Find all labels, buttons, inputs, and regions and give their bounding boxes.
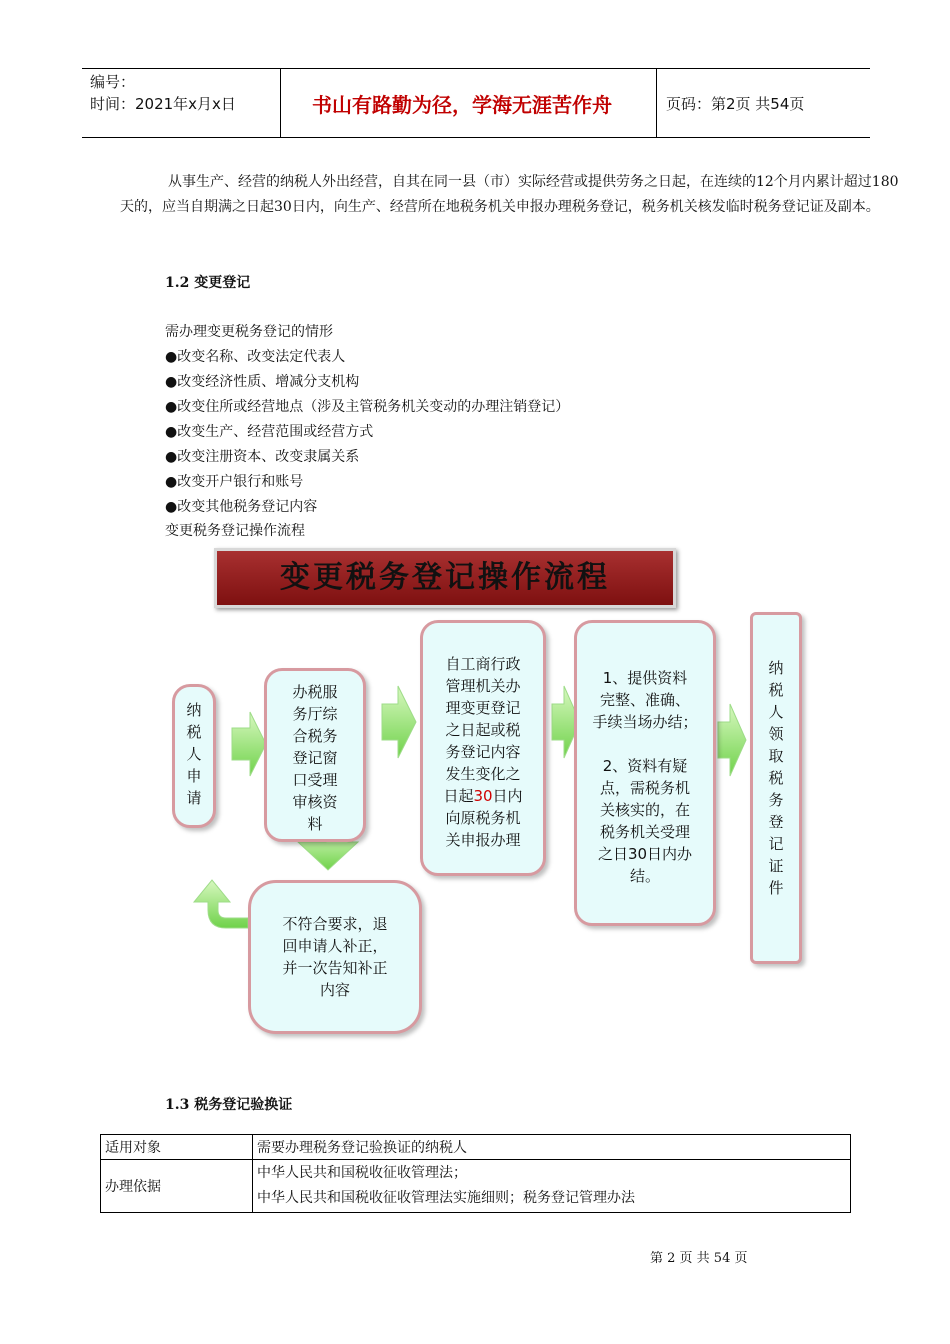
info-table — [100, 1134, 851, 1213]
flow-text: 关核实的，在 — [599, 801, 690, 819]
time-label: 时间：2021年x月x日 — [90, 95, 236, 113]
flow-text: 税 — [768, 681, 784, 699]
flow-text: 务厅综 — [292, 705, 338, 723]
flow-text: 办税服 — [292, 683, 338, 701]
flow-text: 发生变化之 — [445, 765, 521, 783]
flow-text: 向原税务机 — [445, 809, 521, 827]
flow-text: 取 — [768, 747, 784, 765]
flow-text: 务登记内容 — [445, 743, 521, 761]
table-row — [101, 1135, 851, 1160]
flowchart-title: 变更税务登记操作流程 — [280, 560, 610, 595]
flow-text: 人 — [768, 703, 784, 721]
flow-text: 日起 — [443, 787, 474, 805]
table-row — [101, 1160, 851, 1213]
flow-text: 纳 — [186, 701, 202, 719]
flow-step-apply — [172, 684, 216, 828]
flow-text: 理变更登记 — [445, 699, 521, 717]
flow-text: 之日30日内办 — [597, 845, 693, 863]
flow-spacer — [577, 733, 713, 755]
arrow-right-icon — [718, 704, 746, 776]
flow-text: 管理机关办 — [445, 677, 521, 695]
list-item: ●改变其他税务登记内容 — [165, 499, 318, 515]
flow-text-days — [423, 785, 543, 807]
list-item: ●改变住所或经营地点（涉及主管税务机关变动的办理注销登记） — [165, 399, 570, 415]
intro-paragraph: 从事生产、经营的纳税人外出经营，自其在同一县（市）实际经营或提供劳务之日起，在连续的12个月内累计超过180天的，应当自期满之日起30日内，向生产、经营所在地税务机关申报办理税务登记，税务机关核发临时税务登记证及副本。 — [120, 174, 899, 215]
flow-text: 合税务 — [292, 727, 338, 745]
number-label: 编号： — [90, 73, 136, 91]
flow-text: 并一次告知补正 — [282, 959, 388, 977]
flow-text: 回申请人补正， — [282, 937, 388, 955]
flow-text: 完整、准确、 — [599, 691, 690, 709]
flow-text: 登记窗 — [292, 749, 338, 767]
flow-text: 不符合要求，退 — [282, 915, 388, 933]
list-item: ●改变生产、经营范围或经营方式 — [165, 424, 374, 440]
flow-step-review — [264, 668, 366, 842]
section-lead: 需办理变更税务登记的情形 — [165, 324, 333, 340]
flow-text: 口受理 — [292, 771, 338, 789]
header-page-number: 页码：第2页 共54页 — [666, 95, 805, 113]
flow-step-receive — [750, 612, 802, 964]
flow-text: 之日起或税 — [445, 721, 521, 739]
flow-step-reject — [248, 880, 422, 1034]
deadline-days: 30 — [473, 787, 493, 805]
flow-text: 2、资料有疑 — [602, 757, 688, 775]
section-heading-1-2: 1.2 变更登记 — [165, 275, 251, 291]
table-cell-line: 中华人民共和国税收征收管理法实施细则；税务登记管理办法 — [257, 1190, 635, 1206]
flow-label: 变更税务登记操作流程 — [165, 523, 305, 539]
flow-text: 点，需税务机 — [599, 779, 690, 797]
flow-text: 纳 — [768, 659, 784, 677]
flow-text: 1、提供资料 — [602, 669, 688, 687]
table-label: 办理依据 — [101, 1160, 253, 1213]
flow-text: 请 — [186, 789, 202, 807]
flow-text: 审核资 — [292, 793, 338, 811]
flow-text: 日内 — [492, 787, 523, 805]
list-item: ●改变名称、改变法定代表人 — [165, 349, 346, 365]
flow-text: 关申报办理 — [445, 831, 521, 849]
table-label: 适用对象 — [101, 1135, 253, 1160]
flow-text: 内容 — [319, 981, 350, 999]
flow-text: 税 — [768, 769, 784, 787]
return-arrow-icon — [194, 880, 248, 928]
flow-text: 申 — [186, 767, 202, 785]
table-cell: 需要办理税务登记验换证的纳税人 — [253, 1135, 851, 1160]
list-item: ●改变开户银行和账号 — [165, 474, 304, 490]
flow-text: 自工商行政 — [445, 655, 521, 673]
flow-text: 务 — [768, 791, 784, 809]
flow-text: 登 — [768, 813, 784, 831]
flow-text: 件 — [768, 879, 784, 897]
list-item: ●改变经济性质、增减分支机构 — [165, 374, 360, 390]
flow-text: 料 — [307, 815, 323, 833]
table-cell-line: 中华人民共和国税收征收管理法； — [257, 1165, 467, 1181]
page-footer: 第 2 页 共 54 页 — [650, 1251, 748, 1266]
flow-text: 手续当场办结； — [592, 713, 698, 731]
flow-text: 领 — [768, 725, 784, 743]
flow-step-deadline — [420, 620, 546, 876]
header-motto: 书山有路勤为径，学海无涯苦作舟 — [312, 93, 612, 117]
flow-text: 结。 — [629, 867, 660, 885]
list-item: ●改变注册资本、改变隶属关系 — [165, 449, 360, 465]
flow-text: 证 — [768, 857, 784, 875]
arrow-right-icon — [232, 712, 266, 776]
flow-text: 记 — [768, 835, 784, 853]
table-cell — [253, 1160, 851, 1213]
flow-text: 人 — [186, 745, 202, 763]
flow-step-processing — [574, 620, 716, 926]
flow-text: 税 — [186, 723, 202, 741]
arrow-right-icon — [382, 686, 416, 758]
section-heading-1-3: 1.3 税务登记验换证 — [165, 1097, 293, 1113]
flow-text: 税务机关受理 — [599, 823, 690, 841]
